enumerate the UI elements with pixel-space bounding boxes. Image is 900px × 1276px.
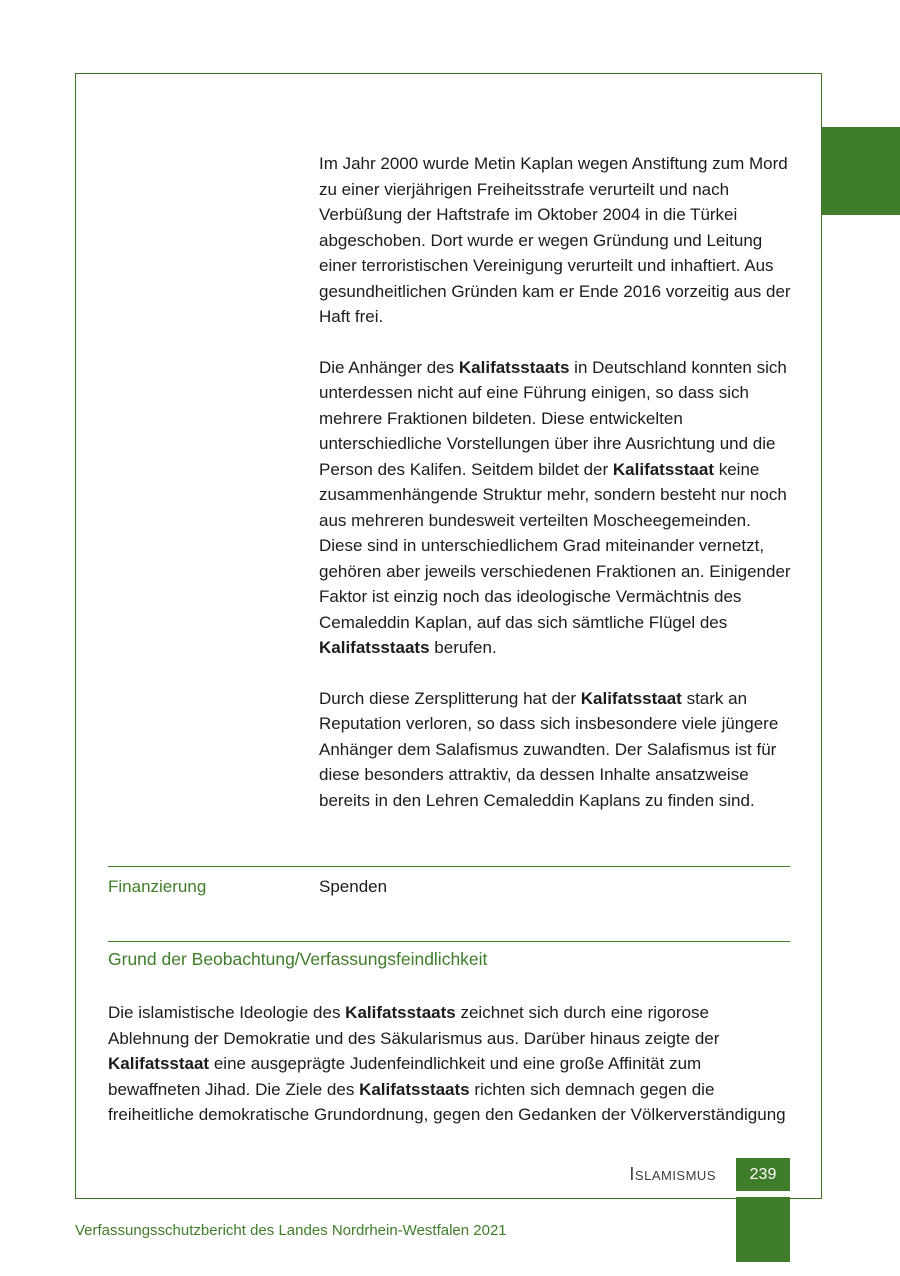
page-number: 239 [749, 1165, 777, 1183]
document-title: Verfassungsschutzbericht des Landes Nordrhein-Westfalen 2021 [75, 1222, 507, 1239]
paragraph-factions: Die Anhänger des Kalifatsstaats in Deutschland konnten sich unterdessen nicht auf eine Führung einigen, so dass sich mehrere Fraktionen bildeten. Diese entwickelten unterschiedliche Vorstellungen über ihre Ausrichtung und die Person des Kalifen. Seitdem bildet der Kalifatsstaat keine zusammenhängende Struktur mehr, sondern besteht nur noch aus mehreren bundesweit verteilten Moscheegemeinden. Diese sind in unterschiedlichem Grad miteinander vernetzt, gehören aber jeweils verschiedenen Fraktionen an. Einigender Faktor ist einzig noch das ideologische Vermächtnis des Cemaleddin Kaplan, auf das sich sämtliche Flügel des Kalifatsstaats berufen. [319, 357, 791, 657]
finanzierung-row [108, 874, 790, 900]
finanzierung-value: Spenden [319, 877, 388, 896]
bottom-edge-tab [736, 1197, 790, 1262]
divider-above-finanzierung [108, 866, 790, 867]
page-footer [108, 1158, 790, 1191]
section-heading: Grund der Beobachtung/Verfassungsfeindlichkeit [108, 949, 488, 969]
divider-above-heading [108, 941, 790, 942]
assessment-paragraph: Die islamistische Ideologie des Kalifatsstaats zeichnet sich durch eine rigorose Ablehnung der Demokratie und des Säkularismus aus. Darüber hinaus zeigte der Kalifatsstaat eine ausgeprägte Judenfeindlichkeit und eine große Affinität zum bewaffneten Jihad. Die Ziele des Kalifatsstaats richten sich demnach gegen die freiheitliche demokratische Grundordnung, gegen den Gedanken der Völkerverständigung [108, 1003, 786, 1124]
paragraph-reputation: Durch diese Zersplitterung hat der Kalifatsstaat stark an Reputation verloren, so dass sich insbesondere viele jüngere Anhänger dem Salafismus zuwandten. Der Salafismus ist für diese besonders attraktiv, da dessen Inhalte ansatzweise bereits in den Lehren Cemaleddin Kaplans zu finden sind. [319, 688, 779, 810]
profile-body-column [319, 151, 791, 838]
chapter-edge-tab [822, 127, 900, 215]
footer-section-label: Islamismus [629, 1164, 716, 1184]
page-number-badge [736, 1158, 790, 1191]
finanzierung-label: Finanzierung [108, 877, 207, 896]
paragraph-history: Im Jahr 2000 wurde Metin Kaplan wegen Anstiftung zum Mord zu einer vierjährigen Freiheitsstrafe verurteilt und nach Verbüßung der Haftstrafe im Oktober 2004 in die Türkei abgeschoben. Dort wurde er wegen Gründung und Leitung einer terroristischen Vereinigung verurteilt und inhaftiert. Aus gesundheitlichen Gründen kam er Ende 2016 vorzeitig aus der Haft frei. [319, 154, 791, 326]
